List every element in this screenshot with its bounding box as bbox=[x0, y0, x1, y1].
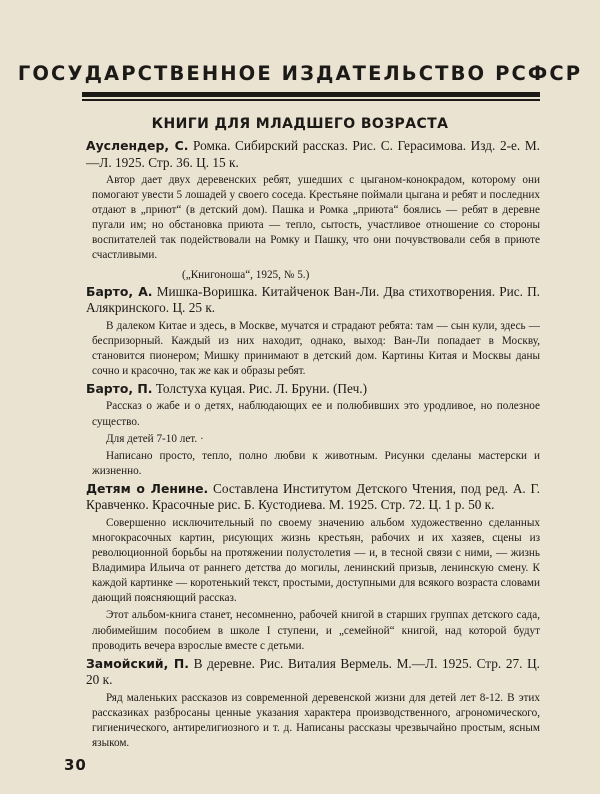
page-number: 30 bbox=[64, 756, 87, 774]
entry-author: Детям о Ленине. bbox=[86, 480, 209, 496]
entry-author: Барто, А. bbox=[86, 283, 153, 299]
entry-description: Автор дает двух деревенских ребят, ушедших с цыганом-конокрадом, которому они помогают увести 5 лошадей у своего соседа. Крестьяне поймали цыгана и ребят и последних отдают в „приют“ (в детский дом). Пашка и Ромка „приюта“ боялись — ребят в деревне пугали им; но обстановка приюта — тепло, сытость, участливое отношение со стороны воспитателей так подействовали на Ромку и Пашку, что они почувствовали себя в приюте счастливыми. bbox=[92, 174, 540, 262]
entry-heading bbox=[86, 656, 540, 689]
entry-author: Барто, П. bbox=[86, 380, 153, 396]
entry-title: Мишка-Воришка. Китайченок Ван-Ли. Два стихотворения. Рис. П. Алякринского. Ц. 25 к. bbox=[86, 283, 541, 316]
entry-title: Ромка. Сибирский рассказ. Рис. С. Герасимова. Изд. 2-е. М.—Л. 1925. Стр. 36. Ц. 15 к. bbox=[86, 138, 540, 170]
catalog-entries bbox=[86, 138, 540, 753]
entry-heading bbox=[86, 381, 540, 398]
entry-heading bbox=[86, 138, 540, 171]
entry-author: Ауслендер, С. bbox=[86, 138, 189, 153]
entry-description: Написано просто, тепло, полно любви к животным. Рисунки сделаны мастерски и жизненно. bbox=[92, 449, 540, 477]
publisher-heading: ГОСУДАРСТВЕННОЕ ИЗДАТЕЛЬСТВО РСФСР bbox=[17, 62, 583, 85]
entry-heading bbox=[86, 284, 540, 317]
section-title: КНИГИ ДЛЯ МЛАДШЕГО ВОЗРАСТА bbox=[151, 116, 449, 132]
entry-age-note: Для детей 7-10 лет. · bbox=[106, 432, 204, 445]
entry-author: Замойский, П. bbox=[86, 655, 190, 671]
entry-description: Этот альбом-книга станет, несомненно, рабочей книгой в старших группах детского сада, любимейшим пособием в школе I ступени, и „семейной“ книгой, над которой будут проводить вечера взрослые вместе с детьми. bbox=[92, 609, 540, 652]
entry-source: („Книгоноша“, 1925, № 5.) bbox=[182, 268, 310, 281]
thick-rule bbox=[82, 92, 540, 97]
entry-heading bbox=[86, 481, 540, 514]
entry-description: Совершенно исключительный по своему значению альбом художественно сделанных многокрасочных картин, рисующих жизнь крестьян, рабочих и их хазяев, сцены из революционной борьбы на протяжении полустолетия — и, в тесной связи с ними, — жизнь Владимира Ильича от раннего детства до могилы, ленинский призыв, ленинскую смену. К каждой картинке — коротенький текст, простыми, доступными для всякого возраста словами дающий поясняющий рассказ. bbox=[92, 516, 540, 605]
catalog-entry bbox=[86, 381, 540, 479]
catalog-entry bbox=[86, 284, 540, 379]
entry-title: В деревне. Рис. Виталия Вермель. М.—Л. 1925. Стр. 27. Ц. 20 к. bbox=[86, 655, 541, 688]
catalog-entry bbox=[86, 481, 540, 654]
entry-title: Составлена Институтом Детского Чтения, под ред. А. Г. Кравченко. Красочные рис. Б. Кустодиева. М. 1925. Стр. 72. Ц. 1 р. 50 к. bbox=[86, 480, 540, 513]
entry-description: В далеком Китае и здесь, в Москве, мучатся и страдают ребята: там — сын кули, здесь — беспризорный. Каждый из них находит, однако, выход: Ван-Ли попадает в Москву, становится пионером; Мишку принимают в детский дом. Картины Китая и Москвы даны сочно и красочно, так же как и образы ребят. bbox=[92, 319, 540, 377]
entry-description: Рассказ о жабе и о детях, наблюдающих ее и полюбивших это уродливое, но полезное существо. bbox=[92, 400, 540, 428]
catalog-entry bbox=[86, 138, 540, 282]
catalog-entry bbox=[86, 656, 540, 751]
thin-rule bbox=[82, 99, 540, 101]
entry-description: Ряд маленьких рассказов из современной деревенской жизни для детей лет 8-12. В этих рассказиках разбросаны ценные указания характера производственного, агрономического, гигиенического, антирелигиозного и т. д. Написаны рассказы чрезвычайно простым, ясным языком. bbox=[92, 691, 540, 750]
entry-title: Толстуха куцая. Рис. Л. Бруни. (Печ.) bbox=[152, 380, 368, 396]
